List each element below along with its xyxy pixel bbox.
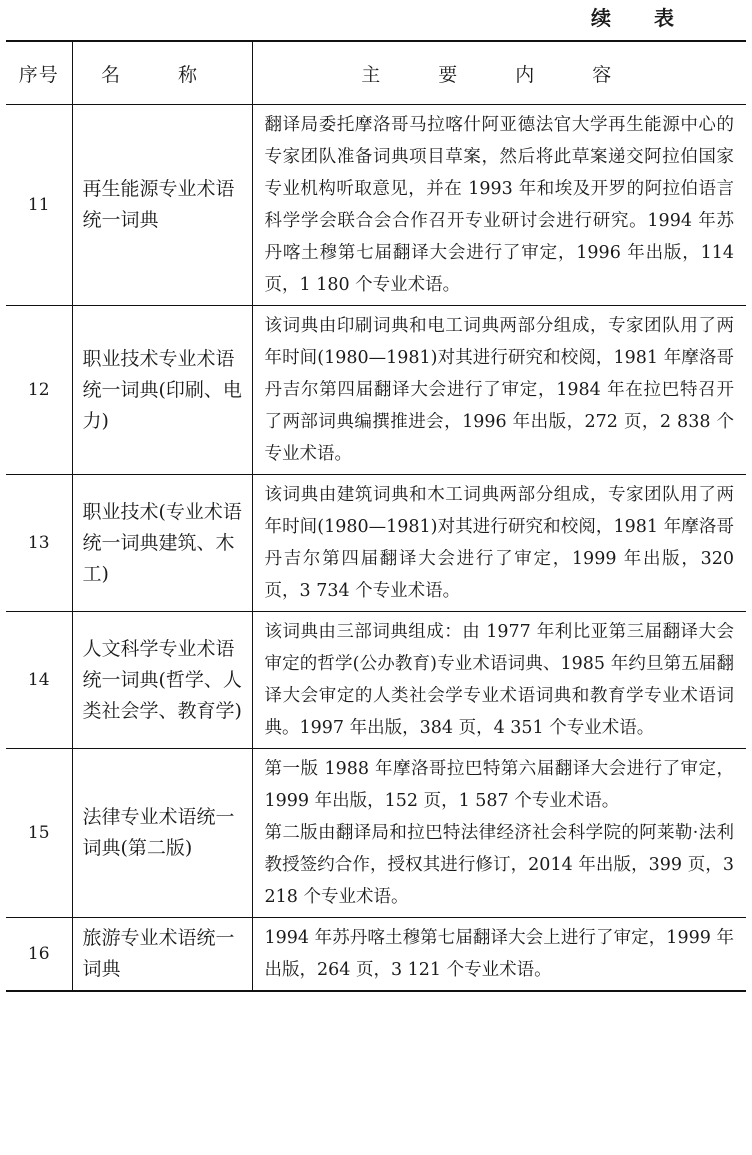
header-name: 名 称	[72, 41, 252, 105]
table-header-row	[6, 41, 746, 105]
row-dictionary-name: 职业技术(专业术语统一词典建筑、木工)	[72, 475, 252, 612]
table-row	[6, 475, 746, 612]
row-dictionary-name: 法律专业术语统一词典(第二版)	[72, 749, 252, 918]
row-index: 16	[6, 918, 72, 992]
content-paragraph: 1994 年苏丹喀土穆第七届翻译大会上进行了审定，1999 年出版，264 页，3 121 个专业术语。	[264, 928, 734, 980]
table-row	[6, 612, 746, 749]
content-paragraph: 该词典由三部词典组成：由 1977 年利比亚第三届翻译大会审定的哲学(公办教育)专业术语词典、1985 年约旦第五届翻译大会审定的人类社会学专业术语词典和教育学专业术语词典。1997 年出版，384 页，4 351 个专业术语。	[264, 622, 734, 738]
row-content	[252, 475, 746, 612]
content-paragraph: 第一版 1988 年摩洛哥拉巴特第六届翻译大会进行了审定，1999 年出版，152 页，1 587 个专业术语。	[264, 759, 734, 811]
row-content	[252, 105, 746, 306]
row-content	[252, 749, 746, 918]
table-row	[6, 306, 746, 475]
table-row	[6, 918, 746, 992]
header-content: 主 要 内 容	[252, 41, 746, 105]
row-dictionary-name: 旅游专业术语统一词典	[72, 918, 252, 992]
table-row	[6, 749, 746, 918]
terminology-table	[6, 40, 746, 992]
content-paragraph: 该词典由印刷词典和电工词典两部分组成，专家团队用了两年时间(1980—1981)对其进行研究和校阅，1981 年摩洛哥丹吉尔第四届翻译大会进行了审定，1984 年在拉巴特召开了两部词典编撰推进会，1996 年出版，272 页，2 838 个专业术语。	[264, 316, 734, 464]
header-index: 序号	[6, 41, 72, 105]
row-dictionary-name: 职业技术专业术语统一词典(印刷、电力)	[72, 306, 252, 475]
row-dictionary-name: 再生能源专业术语统一词典	[72, 105, 252, 306]
row-index: 15	[6, 749, 72, 918]
continuation-label: 续 表	[591, 6, 692, 30]
row-content	[252, 612, 746, 749]
content-paragraph: 翻译局委托摩洛哥马拉喀什阿亚德法官大学再生能源中心的专家团队准备词典项目草案，然后将此草案递交阿拉伯国家专业机构听取意见，并在 1993 年和埃及开罗的阿拉伯语言科学学会联合会合作召开专业研讨会进行研究。1994 年苏丹喀土穆第七届翻译大会进行了审定，1996 年出版，114 页，1 180 个专业术语。	[264, 115, 734, 295]
row-index: 14	[6, 612, 72, 749]
table-row	[6, 105, 746, 306]
row-index: 11	[6, 105, 72, 306]
row-index: 13	[6, 475, 72, 612]
row-index: 12	[6, 306, 72, 475]
row-content	[252, 306, 746, 475]
row-content	[252, 918, 746, 992]
content-paragraph: 第二版由翻译局和拉巴特法律经济社会科学院的阿莱勒·法利教授签约合作，授权其进行修订，2014 年出版，399 页，3 218 个专业术语。	[264, 823, 734, 907]
content-paragraph: 该词典由建筑词典和木工词典两部分组成，专家团队用了两年时间(1980—1981)对其进行研究和校阅，1981 年摩洛哥丹吉尔第四届翻译大会进行了审定，1999 年出版，320 页，3 734 个专业术语。	[264, 485, 734, 601]
row-dictionary-name: 人文科学专业术语统一词典(哲学、人类社会学、教育学)	[72, 612, 252, 749]
